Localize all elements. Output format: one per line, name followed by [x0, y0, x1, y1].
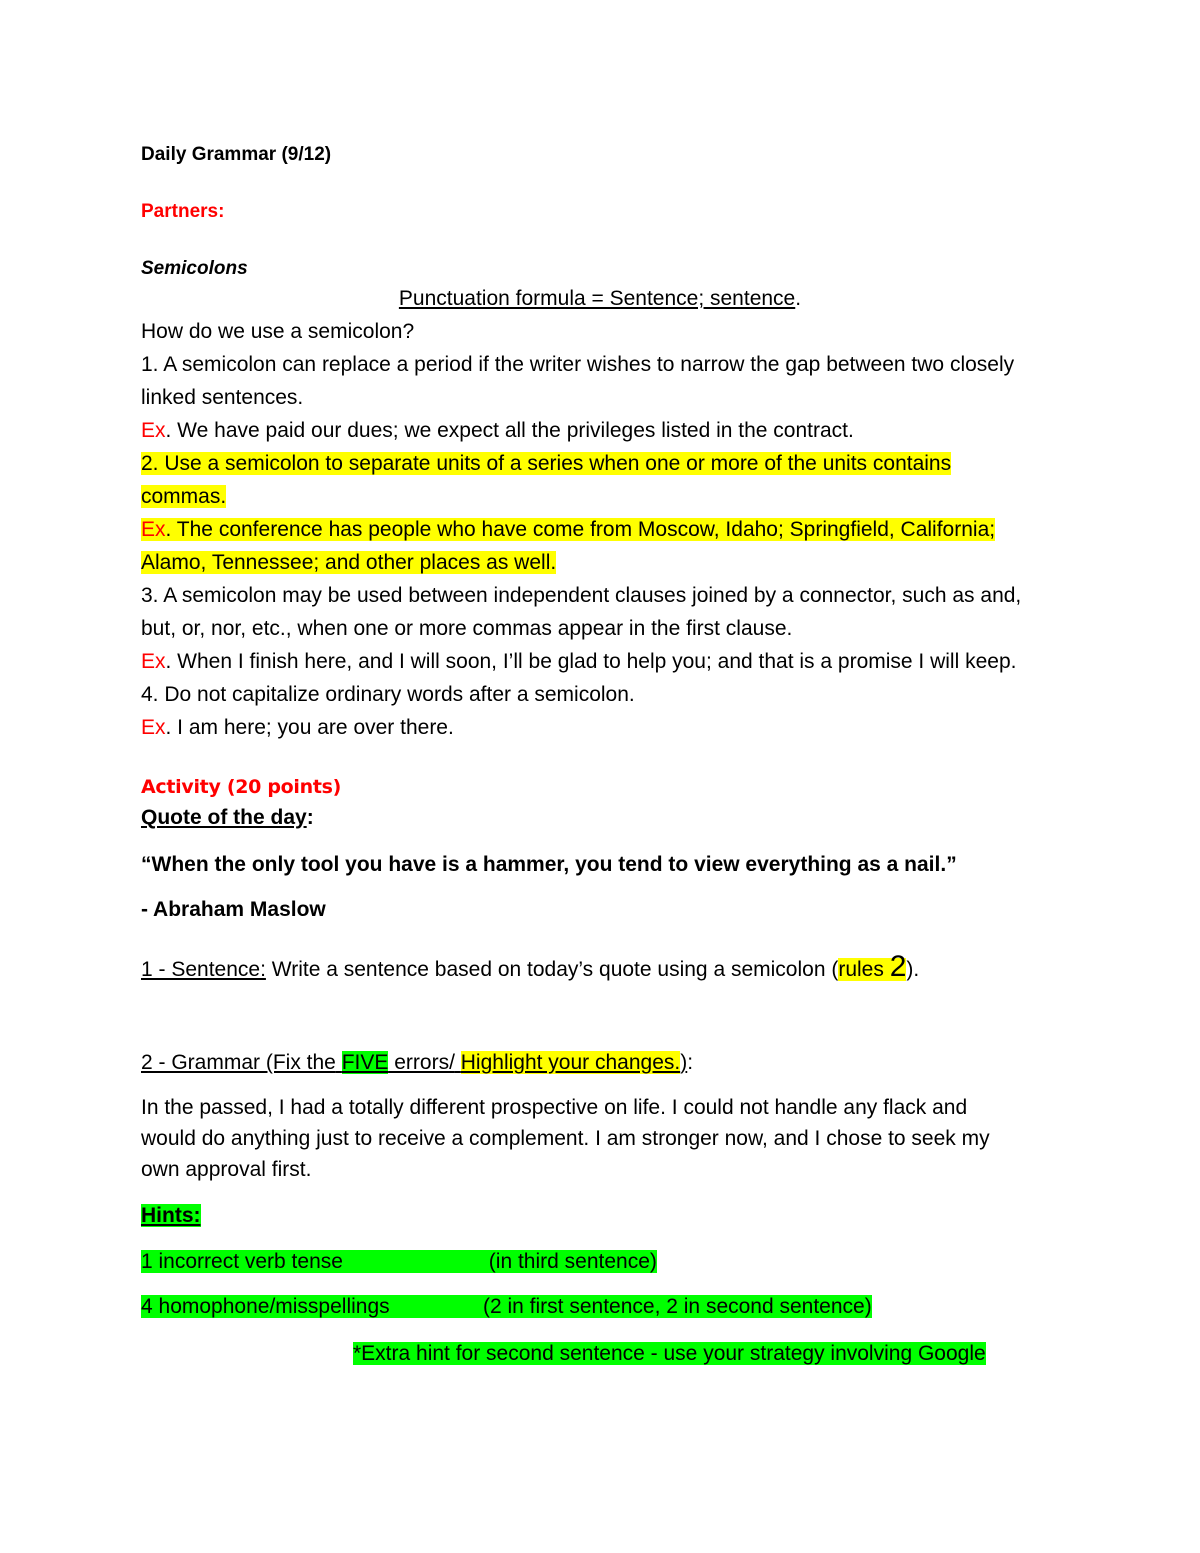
five-word: FIVE	[341, 1051, 389, 1074]
task-1-end: ).	[906, 958, 920, 981]
extra-hint-text: *Extra hint for second sentence - use your strategy involving Google	[353, 1342, 986, 1365]
page-title: Daily Grammar (9/12)	[141, 144, 332, 165]
task-2-lead: 2 - Grammar (Fix the	[141, 1051, 336, 1074]
error-paragraph-line-1: In the passed, I had a totally different prospective on life. I could not handle any flack and	[141, 1096, 968, 1119]
rule-4: 4. Do not capitalize ordinary words after a semicolon.	[141, 683, 635, 706]
hint-2	[141, 1294, 872, 1320]
formula-period: .	[795, 287, 802, 310]
rule-2-text-2: commas.	[141, 485, 227, 508]
hint-2-text: 4 homophone/misspellings (2 in first sentence, 2 in second sentence)	[141, 1295, 872, 1318]
example-2-text-1: . The conference has people who have come from Moscow, Idaho; Springfield, California;	[165, 518, 996, 541]
rules-word: rules	[838, 958, 884, 981]
formula-text: Punctuation formula = Sentence; sentence	[398, 287, 796, 310]
extra-hint	[353, 1341, 986, 1367]
formula-line	[0, 286, 1200, 312]
rule-2-line-2	[141, 484, 226, 510]
question-line: How do we use a semicolon?	[141, 320, 415, 343]
rule-2-text-1: 2. Use a semicolon to separate units of a series when one or more of the units contains	[141, 452, 952, 475]
example-2-text-2: Alamo, Tennessee; and other places as well.	[141, 551, 557, 574]
task-2-label	[141, 1051, 687, 1074]
example-2-line-1	[141, 517, 995, 543]
ex-label: Ex	[141, 518, 166, 541]
example-1-text: . We have paid our dues; we expect all the privileges listed in the contract.	[165, 419, 854, 442]
example-4	[141, 715, 454, 741]
quote-colon: :	[306, 806, 314, 829]
hints-heading	[141, 1203, 201, 1229]
activity-heading: Activity (20 points)	[141, 776, 342, 798]
section-heading: Semicolons	[141, 258, 248, 279]
rule-3-line-2: but, or, nor, etc., when one or more commas appear in the first clause.	[141, 617, 793, 640]
rule-number: 2	[889, 950, 907, 983]
example-4-text: . I am here; you are over there.	[165, 716, 454, 739]
hint-1-text: 1 incorrect verb tense (in third sentence)	[141, 1250, 657, 1273]
example-1	[141, 418, 854, 444]
task-1	[141, 950, 920, 983]
rule-1-line-2: linked sentences.	[141, 386, 304, 409]
example-3	[141, 649, 1016, 675]
task-2-paren: )	[680, 1051, 688, 1074]
task-1-rules	[838, 950, 907, 983]
ex-label: Ex	[141, 650, 166, 673]
task-1-text: Write a sentence based on today’s quote using a semicolon (	[265, 958, 839, 981]
hints-label: Hints:	[141, 1204, 201, 1227]
ex-label: Ex	[141, 419, 166, 442]
task-2-mid: errors/	[388, 1051, 455, 1074]
rule-3-line-1: 3. A semicolon may be used between independent clauses joined by a connector, such as and,	[141, 584, 1022, 607]
rule-1-line-1: 1. A semicolon can replace a period if the writer wishes to narrow the gap between two closely	[141, 353, 1015, 376]
example-2-line-2	[141, 550, 556, 576]
error-paragraph-line-3: own approval first.	[141, 1158, 312, 1181]
example-3-text: . When I finish here, and I will soon, I’ll be glad to help you; and that is a promise I will keep.	[165, 650, 1017, 673]
rule-2-line-1	[141, 451, 951, 477]
task-2	[141, 1050, 693, 1076]
task-2-colon: :	[687, 1051, 694, 1074]
quote-heading	[141, 805, 314, 831]
ex-label: Ex	[141, 716, 166, 739]
quote-author: - Abraham Maslow	[141, 898, 326, 921]
quote-text: “When the only tool you have is a hammer, you tend to view everything as a nail.”	[141, 853, 957, 876]
quote-label: Quote of the day	[141, 806, 307, 829]
highlight-instruction: Highlight your changes.	[460, 1051, 681, 1074]
hint-1	[141, 1249, 657, 1275]
partners-label: Partners:	[141, 201, 225, 222]
error-paragraph-line-2: would do anything just to receive a complement. I am stronger now, and I chose to seek my	[141, 1127, 990, 1150]
task-1-label: 1 - Sentence:	[141, 958, 266, 981]
